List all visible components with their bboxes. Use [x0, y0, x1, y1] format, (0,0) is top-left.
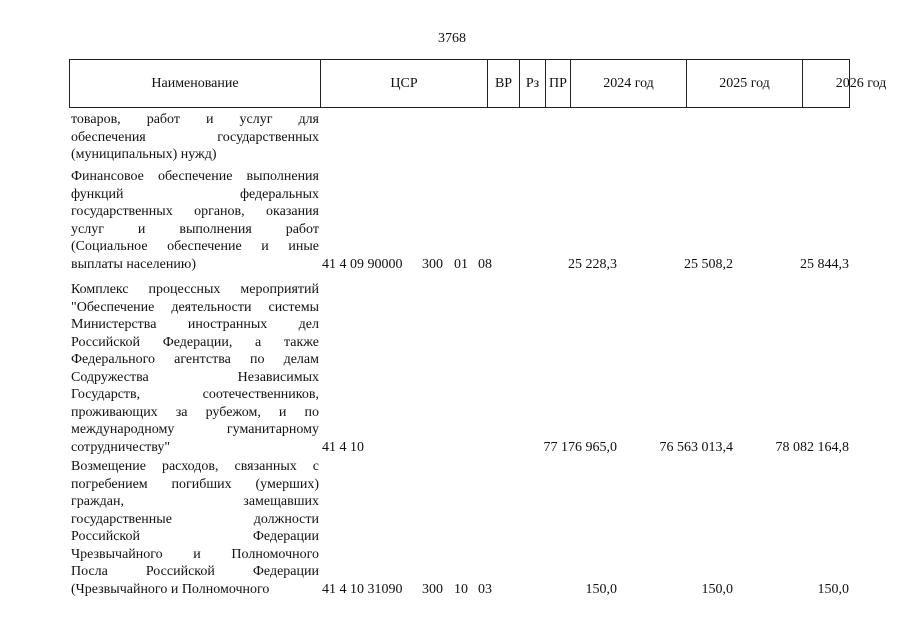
row-cell-csr: 41 4 10	[322, 439, 364, 455]
row-name	[71, 458, 319, 598]
row-name	[71, 281, 319, 456]
row-cell-vr: 300	[422, 581, 443, 597]
row-name-line: погребением погибших (умерших)	[71, 476, 319, 492]
row-name-line: Российской Федерации	[71, 529, 319, 544]
row-name-line: государственных органов, оказания	[71, 204, 319, 219]
row-cell-pr: 08	[478, 256, 492, 272]
row-name-line: Государств, соотечественников,	[71, 387, 319, 402]
row-name-line: обеспечения государственных	[71, 129, 319, 145]
col-header-2025: 2025 год	[687, 60, 803, 107]
row-name-line: (Социальное обеспечение и иные	[71, 239, 319, 254]
row-cell-y2026: 150,0	[817, 581, 849, 597]
table-header	[69, 59, 887, 108]
row-cell-y2026: 78 082 164,8	[775, 439, 849, 455]
col-header-rz: Рз	[520, 60, 546, 107]
row-cell-pr: 03	[478, 581, 492, 597]
row-cell-csr: 41 4 09 90000	[322, 256, 403, 272]
row-name-line: граждан, замещавших	[71, 494, 319, 509]
row-name-line: Министерства иностранных дел	[71, 317, 319, 332]
col-header-name: Наименование	[70, 60, 321, 107]
row-name-line: Федерального агентства по делам	[71, 352, 319, 367]
row-cell-y2024: 77 176 965,0	[543, 439, 617, 455]
row-cell-rz: 01	[454, 256, 468, 272]
row-cell-y2024: 150,0	[585, 581, 617, 597]
row-name-line: Российской Федерации, а также	[71, 334, 319, 350]
row-name	[71, 168, 319, 273]
row-name-line: Финансовое обеспечение выполнения	[71, 169, 319, 184]
row-name-line: проживающих за рубежом, и по	[71, 404, 319, 420]
row-cell-y2024: 25 228,3	[568, 256, 617, 272]
row-name-line: государственные должности	[71, 511, 319, 527]
row-name-line: "Обеспечение деятельности системы	[71, 299, 319, 315]
row-name-line: сотрудничеству"	[71, 439, 171, 455]
row-name-line: Содружества Независимых	[71, 369, 319, 385]
row-name-line: товаров, работ и услуг для	[71, 112, 319, 127]
row-name-line: услуг и выполнения работ	[71, 221, 319, 237]
col-header-2024: 2024 год	[571, 60, 687, 107]
col-header-csr: ЦСР	[321, 60, 488, 107]
row-cell-y2026: 25 844,3	[800, 256, 849, 272]
row-cell-y2025: 25 508,2	[684, 256, 733, 272]
row-name-line: выплаты населению)	[71, 256, 196, 272]
row-name-line: (Чрезвычайного и Полномочного	[71, 581, 270, 597]
page-number: 3768	[438, 31, 466, 46]
col-header-pr: ПР	[546, 60, 571, 107]
row-name-line: (муниципальных) нужд)	[71, 147, 217, 162]
row-name-line: Комплекс процессных мероприятий	[71, 282, 319, 297]
row-cell-y2025: 76 563 013,4	[659, 439, 733, 455]
row-cell-rz: 10	[454, 581, 468, 597]
row-name	[71, 111, 319, 164]
row-name-line: Чрезвычайного и Полномочного	[71, 546, 319, 562]
row-name-line: Возмещение расходов, связанных с	[71, 459, 319, 474]
row-cell-y2025: 150,0	[701, 581, 733, 597]
row-name-line: международному гуманитарному	[71, 422, 319, 437]
row-name-line: функций федеральных	[71, 186, 319, 202]
col-header-2026: 2026 год	[835, 76, 887, 91]
col-header-vr: ВР	[488, 60, 520, 107]
row-cell-csr: 41 4 10 31090	[322, 581, 403, 597]
row-cell-vr: 300	[422, 256, 443, 272]
row-name-line: Посла Российской Федерации	[71, 564, 319, 579]
